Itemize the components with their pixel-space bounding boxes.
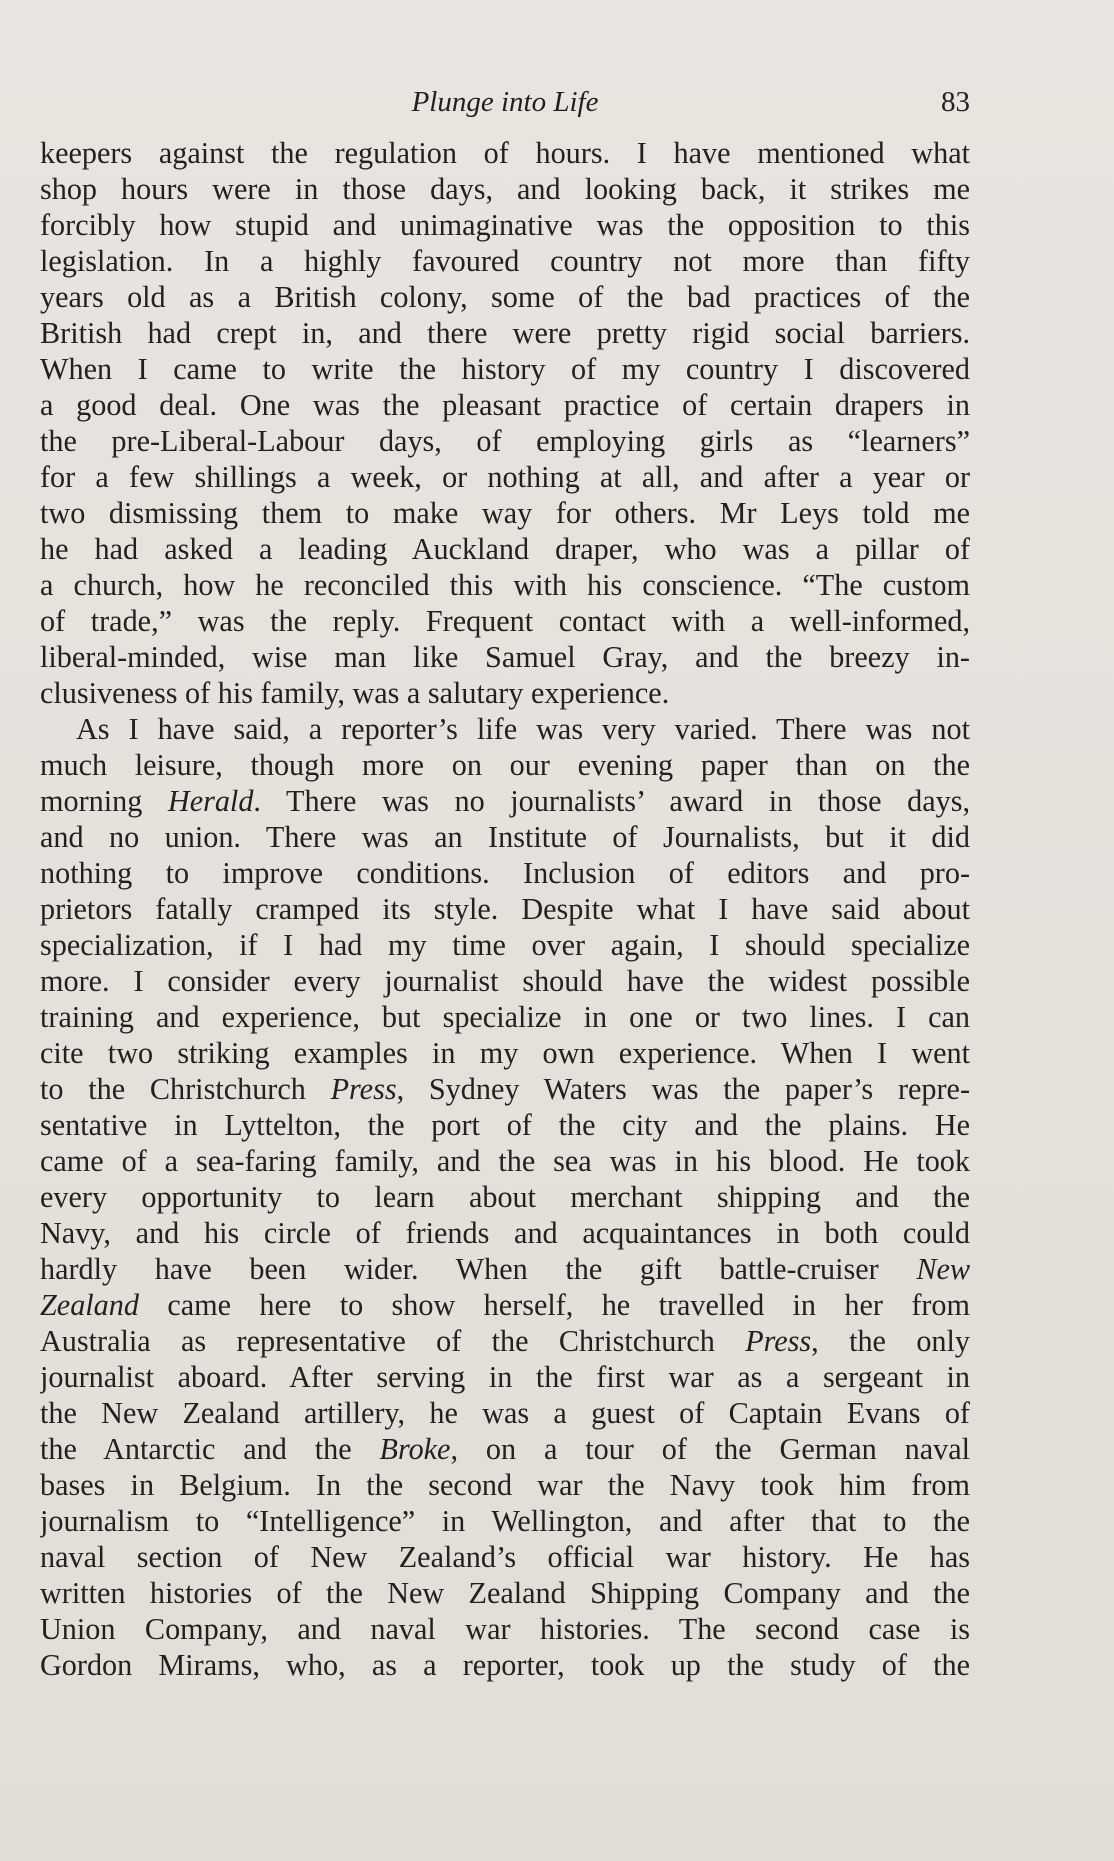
text-line: written histories of the New Zealand Shipping Company and the <box>40 1576 970 1610</box>
text-line: liberal-minded, wise man like Samuel Gray, and the breezy in- <box>40 640 970 674</box>
text-segment: , the only <box>811 1324 970 1358</box>
text-segment: morning <box>40 784 168 818</box>
text-line: of trade,” was the reply. Frequent contact with a well-informed, <box>40 604 970 638</box>
text-line: bases in Belgium. In the second war the Navy took him from <box>40 1468 970 1502</box>
text-line: Navy, and his circle of friends and acquaintances in both could <box>40 1216 970 1250</box>
text-segment: , Sydney Waters was the paper’s repre- <box>396 1072 970 1106</box>
italic-title: New <box>916 1252 970 1286</box>
text-line: more. I consider every journalist should have the widest possible <box>40 964 970 998</box>
text-line: a church, how he reconciled this with his conscience. “The custom <box>40 568 970 602</box>
text-line <box>40 1287 970 1323</box>
text-line: years old as a British colony, some of the bad practices of the <box>40 280 970 314</box>
text-line: clusiveness of his family, was a salutary experience. <box>40 676 670 710</box>
text-line: nothing to improve conditions. Inclusion of editors and pro- <box>40 856 970 890</box>
text-line: sentative in Lyttelton, the port of the city and the plains. He <box>40 1108 970 1142</box>
text-line: When I came to write the history of my country I discovered <box>40 352 970 386</box>
italic-title: Zealand <box>40 1288 139 1322</box>
text-segment: came here to show herself, he travelled in her from <box>138 1288 970 1322</box>
text-line: much leisure, though more on our evening paper than on the <box>40 748 970 782</box>
text-line: a good deal. One was the pleasant practice of certain drapers in <box>40 388 970 422</box>
text-line: shop hours were in those days, and looking back, it strikes me <box>40 172 970 206</box>
text-line: legislation. In a highly favoured country not more than fifty <box>40 244 970 278</box>
text-line: As I have said, a reporter’s life was very varied. There was not <box>76 712 970 746</box>
text-line: training and experience, but specialize in one or two lines. I can <box>40 1000 970 1034</box>
text-segment: , on a tour of the German naval <box>450 1432 970 1466</box>
text-line: every opportunity to learn about merchant shipping and the <box>40 1180 970 1214</box>
italic-title: Broke <box>379 1432 451 1466</box>
text-line: British had crept in, and there were pretty rigid social barriers. <box>40 316 970 350</box>
text-line: journalist aboard. After serving in the first war as a sergeant in <box>40 1360 970 1394</box>
text-segment: hardly have been wider. When the gift battle-cruiser <box>40 1252 917 1286</box>
page-number: 83 <box>941 86 970 118</box>
text-line <box>40 783 970 819</box>
text-line <box>40 1323 970 1359</box>
text-line: two dismissing them to make way for others. Mr Leys told me <box>40 496 970 530</box>
running-title: Plunge into Life <box>411 86 599 118</box>
text-line <box>40 1251 970 1287</box>
text-line: keepers against the regulation of hours. I have mentioned what <box>40 136 970 170</box>
text-line: Gordon Mirams, who, as a reporter, took up the study of the <box>40 1648 970 1682</box>
text-line: prietors fatally cramped its style. Despite what I have said about <box>40 892 970 926</box>
text-segment: Australia as representative of the Christchurch <box>40 1324 746 1358</box>
text-segment: the Antarctic and the <box>40 1432 380 1466</box>
text-line: and no union. There was an Institute of Journalists, but it did <box>40 820 970 854</box>
running-head <box>40 82 970 122</box>
text-line: cite two striking examples in my own experience. When I went <box>40 1036 970 1070</box>
text-segment: to the Christchurch <box>40 1072 331 1106</box>
text-line: journalism to “Intelligence” in Wellington, and after that to the <box>40 1504 970 1538</box>
body-text <box>40 135 970 1683</box>
text-line: for a few shillings a week, or nothing at all, and after a year or <box>40 460 970 494</box>
text-line: forcibly how stupid and unimaginative was the opposition to this <box>40 208 970 242</box>
text-line: he had asked a leading Auckland draper, who was a pillar of <box>40 532 970 566</box>
italic-title: Press <box>330 1072 397 1106</box>
text-line: came of a sea-faring family, and the sea was in his blood. He took <box>40 1144 970 1178</box>
text-line: the New Zealand artillery, he was a guest of Captain Evans of <box>40 1396 970 1430</box>
text-line: the pre-Liberal-Labour days, of employing girls as “learners” <box>40 424 970 458</box>
text-line: naval section of New Zealand’s official war history. He has <box>40 1540 970 1574</box>
italic-title: Press <box>745 1324 812 1358</box>
italic-title: Herald <box>167 784 254 818</box>
text-line: specialization, if I had my time over again, I should specialize <box>40 928 970 962</box>
text-segment: . There was no journalists’ award in those days, <box>253 784 970 818</box>
text-line: Union Company, and naval war histories. The second case is <box>40 1612 970 1646</box>
text-line <box>40 1431 970 1467</box>
text-line <box>40 1071 970 1107</box>
